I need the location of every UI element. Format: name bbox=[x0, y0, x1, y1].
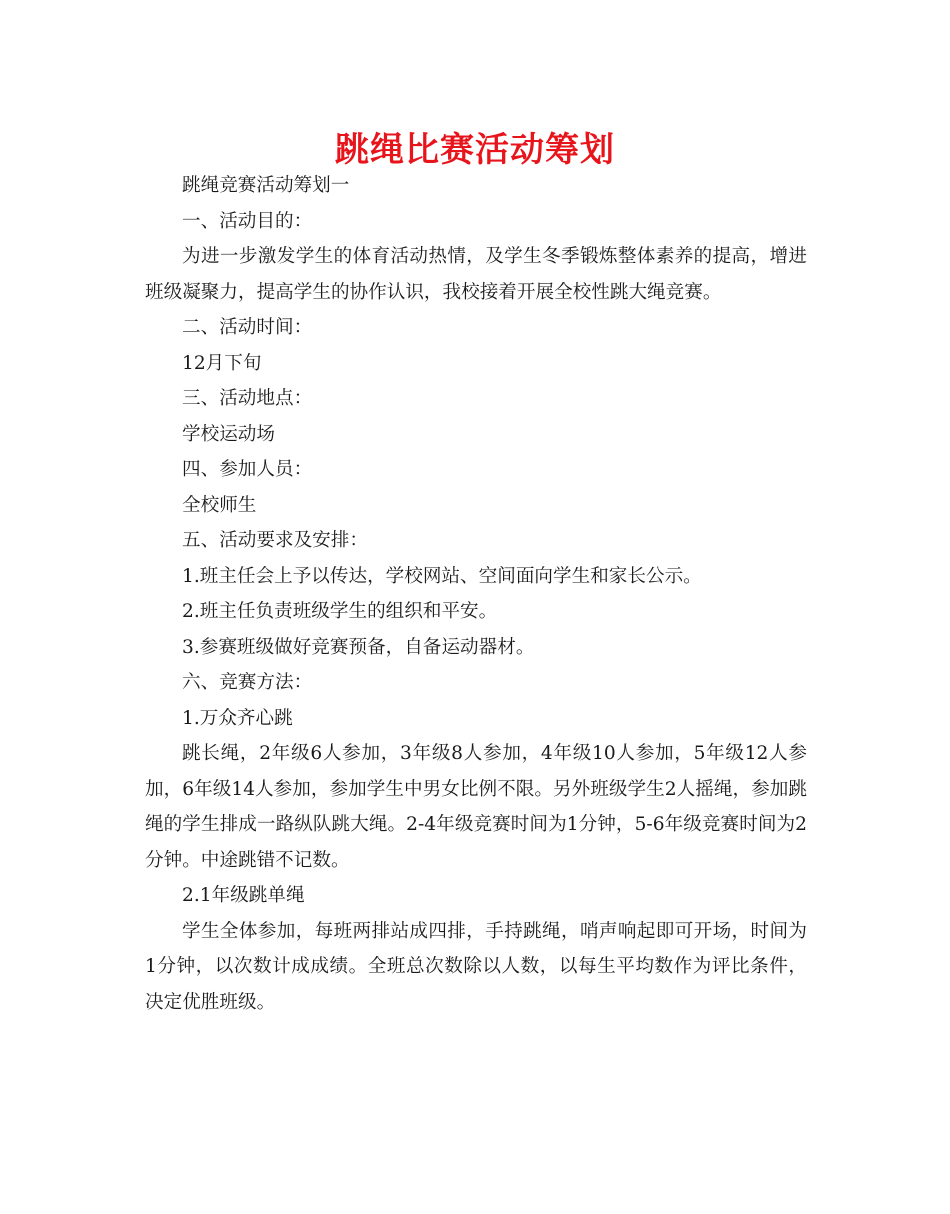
section-heading-methods: 六、竞赛方法： bbox=[182, 672, 313, 693]
requirement-item-3: 3.参赛班级做好竞赛预备，自备运动器材。 bbox=[182, 636, 535, 658]
requirement-item-1: 1.班主任会上予以传达，学校网站、空间面向学生和家长公示。 bbox=[182, 565, 702, 587]
paragraph-purpose: 为进一步激发学生的体育活动热情，及学生冬季锻炼整体素养的提高，增进班级凝聚力，提高学生的协作认识，我校接着开展全校性跳大绳竞赛。 bbox=[145, 246, 807, 303]
paragraph-participants: 全校师生 bbox=[182, 494, 257, 516]
plan-subtitle: 跳绳竞赛活动筹划一 bbox=[182, 175, 350, 196]
requirement-item-2: 2.班主任负责班级学生的组织和平安。 bbox=[182, 601, 498, 622]
document-body bbox=[145, 168, 807, 1020]
section-heading-requirements: 五、活动要求及安排： bbox=[182, 530, 368, 551]
section-heading-location: 三、活动地点： bbox=[182, 388, 313, 409]
section-heading-time: 二、活动时间： bbox=[182, 317, 313, 338]
method-heading-1: 1.万众齐心跳 bbox=[182, 707, 293, 729]
document-title: 跳绳比赛活动筹划 bbox=[335, 130, 615, 170]
method-heading-2: 2.1年级跳单绳 bbox=[182, 885, 305, 906]
section-heading-participants: 四、参加人员： bbox=[182, 459, 313, 480]
paragraph-location: 学校运动场 bbox=[182, 423, 275, 445]
paragraph-method-2: 学生全体参加，每班两排站成四排，手持跳绳，哨声响起即可开场，时间为1分钟，以次数计成成绩。全班总次数除以人数，以每生平均数作为评比条件，决定优胜班级。 bbox=[145, 920, 807, 1013]
paragraph-time: 12月下旬 bbox=[182, 352, 262, 374]
section-heading-purpose: 一、活动目的： bbox=[182, 210, 313, 232]
paragraph-method-1: 跳长绳，2年级6人参加，3年级8人参加，4年级10人参加，5年级12人参加，6年级14人参加，参加学生中男女比例不限。另外班级学生2人摇绳，参加跳绳的学生排成一路纵队跳大绳。2-4年级竞赛时间为1分钟，5-6年级竞赛时间为2分钟。中途跳错不记数。 bbox=[145, 743, 807, 871]
